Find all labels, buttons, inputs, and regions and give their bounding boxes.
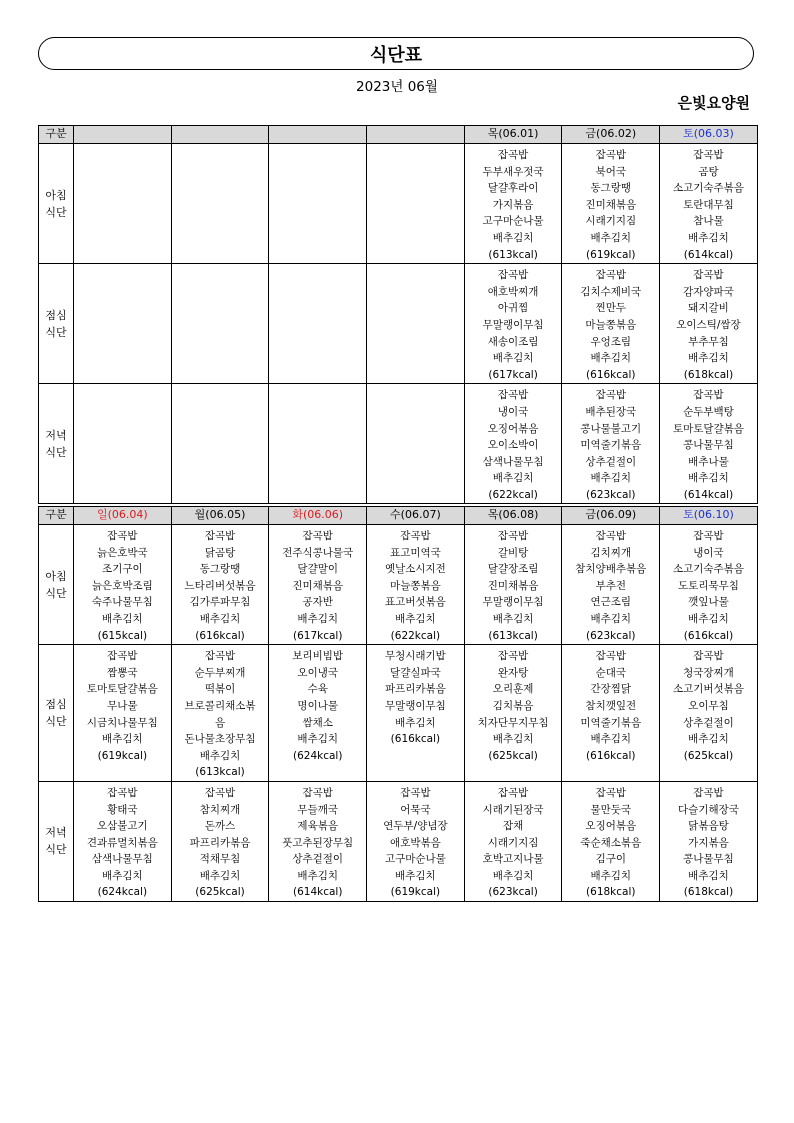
menu-item: 마늘쫑볶음 (585, 318, 637, 331)
date-header-cell: 화(06.06) (269, 507, 367, 525)
menu-item: 죽순채소볶음 (580, 836, 642, 849)
menu-item: 잡곡밥 (497, 530, 529, 542)
menu-item: 쌈채소 (302, 716, 333, 729)
menu-item: 배추김치 (395, 612, 436, 625)
menu-item: 오이스틱/쌈장 (676, 318, 741, 331)
menu-item: (614kcal) (683, 488, 734, 501)
menu-cell (171, 781, 269, 901)
menu-cell (171, 384, 269, 504)
menu-cell (269, 645, 367, 782)
menu-item: 아귀찜 (497, 302, 529, 315)
menu-item: 달걀후라이 (487, 182, 539, 195)
meal-label (39, 645, 74, 782)
menu-item: 잡곡밥 (595, 786, 626, 799)
menu-item: 음 (214, 716, 226, 729)
menu-item: 잡곡밥 (595, 149, 626, 161)
menu-item: 배추나물 (688, 455, 729, 468)
menu-item: 고구마순나물 (384, 853, 446, 866)
menu-item: 배추김치 (590, 612, 632, 625)
menu-item: 잡곡밥 (497, 650, 529, 663)
menu-item: 배추김치 (492, 869, 534, 882)
menu-item: 콩나물무침 (683, 853, 734, 866)
menu-item: 늙은호박조림 (91, 579, 153, 592)
meal-label-line: 점심 (45, 308, 67, 322)
menu-item: (616kcal) (586, 368, 636, 381)
meal-label (39, 384, 74, 504)
menu-item: 두부새우젓국 (482, 165, 544, 178)
menu-item: (625kcal) (683, 749, 734, 762)
menu-item: 잡곡밥 (302, 786, 333, 799)
menu-cell (562, 264, 660, 384)
menu-item: 찐만두 (595, 302, 626, 315)
menu-item: (616kcal) (390, 733, 441, 746)
menu-item: 잡곡밥 (302, 530, 333, 542)
menu-cell (562, 144, 660, 264)
meal-label-line: 아침 (45, 188, 67, 202)
menu-item: 배추김치 (492, 352, 534, 365)
menu-item: (614kcal) (292, 886, 343, 899)
menu-item: 다슬기해장국 (678, 803, 739, 816)
menu-item: 잡곡밥 (693, 650, 724, 663)
menu-item: 연근조림 (590, 596, 632, 609)
menu-item: 깻잎나물 (688, 596, 729, 609)
menu-item: 무들깨국 (297, 803, 338, 816)
menu-item: 잡곡밥 (497, 389, 529, 402)
menu-item: 표고미역국 (390, 546, 441, 559)
menu-item: (623kcal) (586, 629, 636, 642)
menu-item: 김구이 (595, 853, 626, 866)
menu-item: (625kcal) (488, 749, 538, 762)
menu-item: 브로콜리채소볶 (184, 699, 256, 712)
menu-cell (660, 264, 758, 384)
menu-item: 진미채볶음 (585, 198, 637, 211)
header-label: 구분 (39, 507, 74, 525)
menu-item: 조기구이 (102, 563, 143, 576)
menu-cell (660, 525, 758, 645)
menu-cell (171, 645, 269, 782)
menu-item: 잡곡밥 (595, 650, 626, 663)
date-header-cell: 토(06.10) (660, 507, 758, 525)
menu-item: 배추김치 (688, 612, 729, 625)
menu-item: 잡곡밥 (204, 786, 236, 799)
menu-item: (613kcal) (488, 629, 538, 642)
menu-cell (367, 525, 465, 645)
menu-item: (614kcal) (683, 248, 734, 261)
menu-cell (269, 264, 367, 384)
menu-item: 돈까스 (204, 820, 236, 833)
menu-cell (562, 645, 660, 782)
menu-item: 잡곡밥 (595, 389, 626, 402)
menu-item: 배추김치 (590, 231, 632, 244)
menu-item: 풋고추된장무침 (282, 836, 354, 849)
menu-item: 배추김치 (199, 869, 241, 882)
meal-label (39, 781, 74, 901)
menu-item: (623kcal) (488, 886, 538, 899)
menu-item: (625kcal) (195, 886, 245, 899)
meal-label-line: 식단 (45, 843, 67, 857)
menu-item: 새송이조림 (487, 335, 539, 348)
menu-cell (74, 645, 172, 782)
menu-item: 잡곡밥 (107, 786, 138, 799)
menu-item: 호박고지나물 (482, 853, 544, 866)
menu-item: 보리비빔밥 (292, 650, 344, 663)
menu-item: 배추김치 (102, 733, 143, 746)
menu-item: 잡채 (502, 820, 524, 833)
menu-item: 숙주나물무침 (91, 596, 153, 609)
menu-item: 도토리묵무침 (678, 579, 739, 592)
menu-item: (617kcal) (292, 629, 343, 642)
menu-cell (562, 525, 660, 645)
menu-item: 오징어볶음 (585, 820, 637, 833)
menu-item: 배추김치 (590, 733, 632, 746)
meal-label-line: 저녁 (45, 826, 67, 840)
menu-item: 옛날소시지전 (384, 563, 446, 576)
menu-item: 잡곡밥 (107, 650, 138, 663)
date-header-cell: 금(06.02) (562, 126, 660, 144)
menu-cell (367, 384, 465, 504)
date-header-cell: 금(06.09) (562, 507, 660, 525)
menu-item: 배추김치 (297, 612, 338, 625)
menu-item: 견과류멸치볶음 (86, 836, 158, 849)
header-label: 구분 (39, 126, 74, 144)
menu-item: (622kcal) (390, 629, 441, 642)
menu-cell (660, 781, 758, 901)
menu-item: (618kcal) (683, 368, 734, 381)
menu-item: 참치깻잎전 (585, 699, 637, 712)
menu-item: 배추김치 (102, 869, 143, 882)
menu-item: 미역줄기볶음 (580, 439, 642, 452)
menu-item: 시래기된장국 (482, 803, 544, 816)
menu-item: 파프리카볶음 (189, 836, 251, 849)
menu-item: 잡곡밥 (595, 530, 626, 542)
date-header-cell: 목(06.08) (464, 507, 562, 525)
menu-item: 물만둣국 (590, 803, 632, 816)
menu-item: 달걀실파국 (390, 666, 441, 679)
menu-cell (464, 384, 562, 504)
menu-item: 배추김치 (199, 612, 241, 625)
menu-item: 배추김치 (395, 716, 436, 729)
menu-item: 애호박찌개 (487, 285, 539, 298)
menu-item: 오이소박이 (487, 439, 539, 452)
menu-item: 완자탕 (497, 666, 529, 679)
menu-item: (619kcal) (390, 886, 441, 899)
menu-item: 참치양배추볶음 (575, 563, 647, 576)
meal-label-line: 식단 (45, 445, 67, 459)
menu-cell (269, 384, 367, 504)
menu-item: 콩나물무침 (683, 439, 734, 452)
menu-item: 김치찌개 (590, 546, 632, 559)
menu-item: 배추김치 (590, 472, 632, 485)
menu-item: 북어국 (595, 165, 626, 178)
meal-label-line: 식단 (45, 205, 67, 219)
menu-item: 동그랑땡 (590, 182, 632, 195)
meal-label-line: 점심 (45, 698, 67, 712)
menu-item: 냉이국 (497, 405, 529, 418)
menu-item: 느타리버섯볶음 (184, 579, 256, 592)
menu-item: 돼지갈비 (688, 302, 729, 315)
meal-label (39, 144, 74, 264)
menu-item: 배추김치 (297, 869, 338, 882)
menu-item: 잡곡밥 (595, 269, 626, 282)
menu-item: 배추김치 (492, 472, 534, 485)
menu-item: 어묵국 (400, 803, 431, 816)
menu-item: 잡곡밥 (400, 530, 431, 542)
menu-item: 배추김치 (492, 733, 534, 746)
menu-item: 배추된장국 (585, 405, 637, 418)
month-label: 2023년 06월 (356, 79, 438, 95)
date-header-row (39, 507, 758, 525)
meal-row (39, 264, 758, 384)
menu-item: 진미채볶음 (487, 579, 539, 592)
meal-label-line: 식단 (45, 325, 67, 339)
page-title: 식단표 (38, 37, 754, 70)
date-header-cell: 토(06.03) (660, 126, 758, 144)
menu-item: (616kcal) (586, 749, 636, 762)
menu-cell (269, 144, 367, 264)
organization-name: 은빛요양원 (677, 94, 750, 112)
meal-label (39, 264, 74, 384)
date-header-cell: 일(06.04) (74, 507, 172, 525)
menu-item: 잡곡밥 (693, 530, 724, 542)
menu-cell (660, 144, 758, 264)
menu-item: 무나물 (107, 699, 138, 712)
menu-item: 오이무침 (688, 699, 729, 712)
date-header-cell (74, 126, 172, 144)
menu-cell (660, 645, 758, 782)
menu-item: 마늘쫑볶음 (390, 579, 441, 592)
menu-cell (464, 525, 562, 645)
menu-item: (613kcal) (488, 248, 538, 261)
date-header-cell (269, 126, 367, 144)
menu-item: 참치찌개 (199, 803, 241, 816)
date-header-cell: 월(06.05) (171, 507, 269, 525)
menu-item: 잡곡밥 (204, 530, 236, 542)
menu-item: 삼색나물무침 (91, 853, 153, 866)
menu-item: 소고기숙주볶음 (672, 563, 744, 576)
meal-label-line: 저녁 (45, 428, 67, 442)
menu-item: 배추김치 (688, 231, 729, 244)
menu-item: 달걀장조림 (487, 563, 539, 576)
date-header-cell: 수(06.07) (367, 507, 465, 525)
menu-cell (464, 781, 562, 901)
menu-item: 오리훈제 (492, 683, 534, 696)
menu-item: (616kcal) (195, 629, 245, 642)
menu-item: 토란대무침 (683, 198, 734, 211)
menu-cell (464, 144, 562, 264)
menu-cell (367, 264, 465, 384)
menu-item: 고구마순나물 (482, 215, 544, 228)
menu-item: 적채무침 (199, 853, 241, 866)
menu-item: 수육 (307, 683, 328, 696)
menu-item: 떡볶이 (204, 683, 236, 696)
menu-item: 파프리카볶음 (384, 683, 446, 696)
menu-item: 오이냉국 (297, 666, 338, 679)
menu-item: 가지볶음 (492, 198, 534, 211)
menu-cell (74, 144, 172, 264)
menu-item: 부추무침 (688, 335, 729, 348)
meal-row (39, 781, 758, 901)
menu-item: 명이나물 (297, 699, 338, 712)
menu-item: 닭볶음탕 (688, 820, 729, 833)
menu-item: 우엉조림 (590, 335, 632, 348)
menu-item: 잡곡밥 (693, 389, 724, 402)
menu-item: 배추김치 (688, 352, 729, 365)
menu-item: 애호박볶음 (390, 836, 441, 849)
menu-item: 청국장찌개 (683, 666, 734, 679)
menu-item: (618kcal) (683, 886, 734, 899)
menu-item: 상추겉절이 (683, 716, 734, 729)
menu-item: 갈비탕 (497, 546, 529, 559)
menu-table-week-2 (38, 506, 758, 902)
menu-cell (171, 264, 269, 384)
menu-cell (269, 525, 367, 645)
menu-item: 돈나물초장무침 (184, 733, 256, 746)
menu-cell (367, 645, 465, 782)
menu-item: 토마토달걀볶음 (86, 683, 158, 696)
menu-item: (615kcal) (97, 629, 148, 642)
menu-item: 배추김치 (395, 869, 436, 882)
menu-item: 오징어볶음 (487, 422, 539, 435)
menu-item: 무말랭이무침 (482, 318, 544, 331)
menu-cell (464, 645, 562, 782)
menu-item: 배추김치 (492, 612, 534, 625)
menu-item: 연두부/양념장 (383, 820, 448, 833)
meal-row (39, 645, 758, 782)
menu-item: 잡곡밥 (497, 786, 529, 799)
menu-cell (74, 384, 172, 504)
menu-item: (616kcal) (683, 629, 734, 642)
menu-cell (562, 384, 660, 504)
menu-item: 소고기버섯볶음 (672, 683, 744, 696)
date-header-cell: 목(06.01) (464, 126, 562, 144)
menu-table-week-1 (38, 125, 758, 504)
date-header-row (39, 126, 758, 144)
menu-item: 순대국 (595, 666, 626, 679)
menu-item: 곰탕 (698, 165, 719, 178)
menu-item: 간장찜닭 (590, 683, 632, 696)
menu-item: 짬뽕국 (107, 666, 138, 679)
menu-item: 김가루파무침 (189, 596, 251, 609)
meal-label-line: 아침 (45, 569, 67, 583)
menu-item: (624kcal) (292, 749, 343, 762)
menu-item: (619kcal) (586, 248, 636, 261)
menu-item: 무말랭이무침 (482, 596, 544, 609)
menu-item: 잡곡밥 (204, 650, 236, 663)
menu-item: 시래기지짐 (487, 836, 539, 849)
date-header-cell (367, 126, 465, 144)
menu-item: 미역줄기볶음 (580, 716, 642, 729)
menu-item: 배추김치 (688, 472, 729, 485)
menu-item: 시금치나물무침 (86, 716, 158, 729)
menu-item: 무청시래기밥 (384, 650, 446, 663)
menu-item: 상추겉절이 (292, 853, 344, 866)
menu-item: 잡곡밥 (693, 149, 724, 161)
meal-row (39, 525, 758, 645)
menu-item: 부추전 (595, 579, 626, 592)
menu-item: 가지볶음 (688, 836, 729, 849)
menu-item: 콩나물불고기 (580, 422, 642, 435)
menu-item: (623kcal) (586, 488, 636, 501)
menu-cell (464, 264, 562, 384)
menu-item: 잡곡밥 (693, 269, 724, 282)
menu-cell (171, 144, 269, 264)
menu-item: 김치수제비국 (580, 285, 642, 298)
menu-item: 무말랭이무침 (384, 699, 446, 712)
menu-item: 황태국 (107, 803, 138, 816)
menu-item: 배추김치 (492, 231, 534, 244)
menu-cell (269, 781, 367, 901)
menu-item: 늙은호박국 (96, 546, 148, 559)
menu-item: 감자양파국 (683, 285, 734, 298)
menu-cell (660, 384, 758, 504)
date-header-cell (171, 126, 269, 144)
menu-item: 배추김치 (590, 869, 632, 882)
meal-label-line: 식단 (45, 715, 67, 729)
menu-item: 순두부찌개 (194, 666, 246, 679)
menu-cell (74, 525, 172, 645)
menu-item: 배추김치 (199, 749, 241, 762)
menu-item: (617kcal) (488, 368, 538, 381)
menu-cell (367, 144, 465, 264)
menu-item: 닭곰탕 (204, 546, 236, 559)
menu-item: 잡곡밥 (693, 786, 724, 799)
menu-item: 배추김치 (688, 733, 729, 746)
menu-item: 배추김치 (688, 869, 729, 882)
menu-item: 잡곡밥 (400, 786, 431, 799)
menu-item: (619kcal) (97, 749, 148, 762)
meal-row (39, 144, 758, 264)
menu-item: 잡곡밥 (107, 530, 138, 542)
menu-item: 배추김치 (102, 612, 143, 625)
menu-item: 달걀말이 (297, 563, 338, 576)
menu-item: 치자단무지무침 (477, 716, 549, 729)
menu-cell (367, 781, 465, 901)
meal-row (39, 384, 758, 504)
menu-item: 김치볶음 (492, 699, 534, 712)
menu-item: 잡곡밥 (497, 269, 529, 282)
menu-item: 배추김치 (297, 733, 338, 746)
menu-cell (171, 525, 269, 645)
meal-label-line: 식단 (45, 586, 67, 600)
menu-item: 순두부백탕 (683, 405, 734, 418)
menu-item: 삼색나물무침 (482, 455, 544, 468)
menu-item: 배추김치 (590, 352, 632, 365)
menu-item: 냉이국 (693, 546, 724, 559)
menu-item: 전주식콩나물국 (282, 546, 354, 559)
menu-item: 토마토달걀볶음 (672, 422, 744, 435)
menu-item: (624kcal) (97, 886, 148, 899)
menu-item: (622kcal) (488, 488, 538, 501)
menu-item: 제육볶음 (297, 820, 338, 833)
menu-item: (613kcal) (195, 766, 245, 779)
menu-item: 잡곡밥 (497, 149, 529, 161)
menu-item: 소고기숙주볶음 (672, 182, 744, 195)
menu-item: 표고버섯볶음 (384, 596, 446, 609)
meal-label (39, 525, 74, 645)
menu-cell (74, 781, 172, 901)
menu-item: 공자반 (302, 596, 333, 609)
menu-item: 상추겉절이 (585, 455, 637, 468)
menu-item: 동그랑땡 (199, 563, 241, 576)
menu-item: 참나물 (693, 215, 724, 228)
menu-cell (562, 781, 660, 901)
menu-item: 오삼불고기 (96, 820, 148, 833)
menu-item: 시래기지짐 (585, 215, 637, 228)
menu-item: 진미채볶음 (292, 579, 344, 592)
menu-cell (74, 264, 172, 384)
menu-item: (618kcal) (586, 886, 636, 899)
